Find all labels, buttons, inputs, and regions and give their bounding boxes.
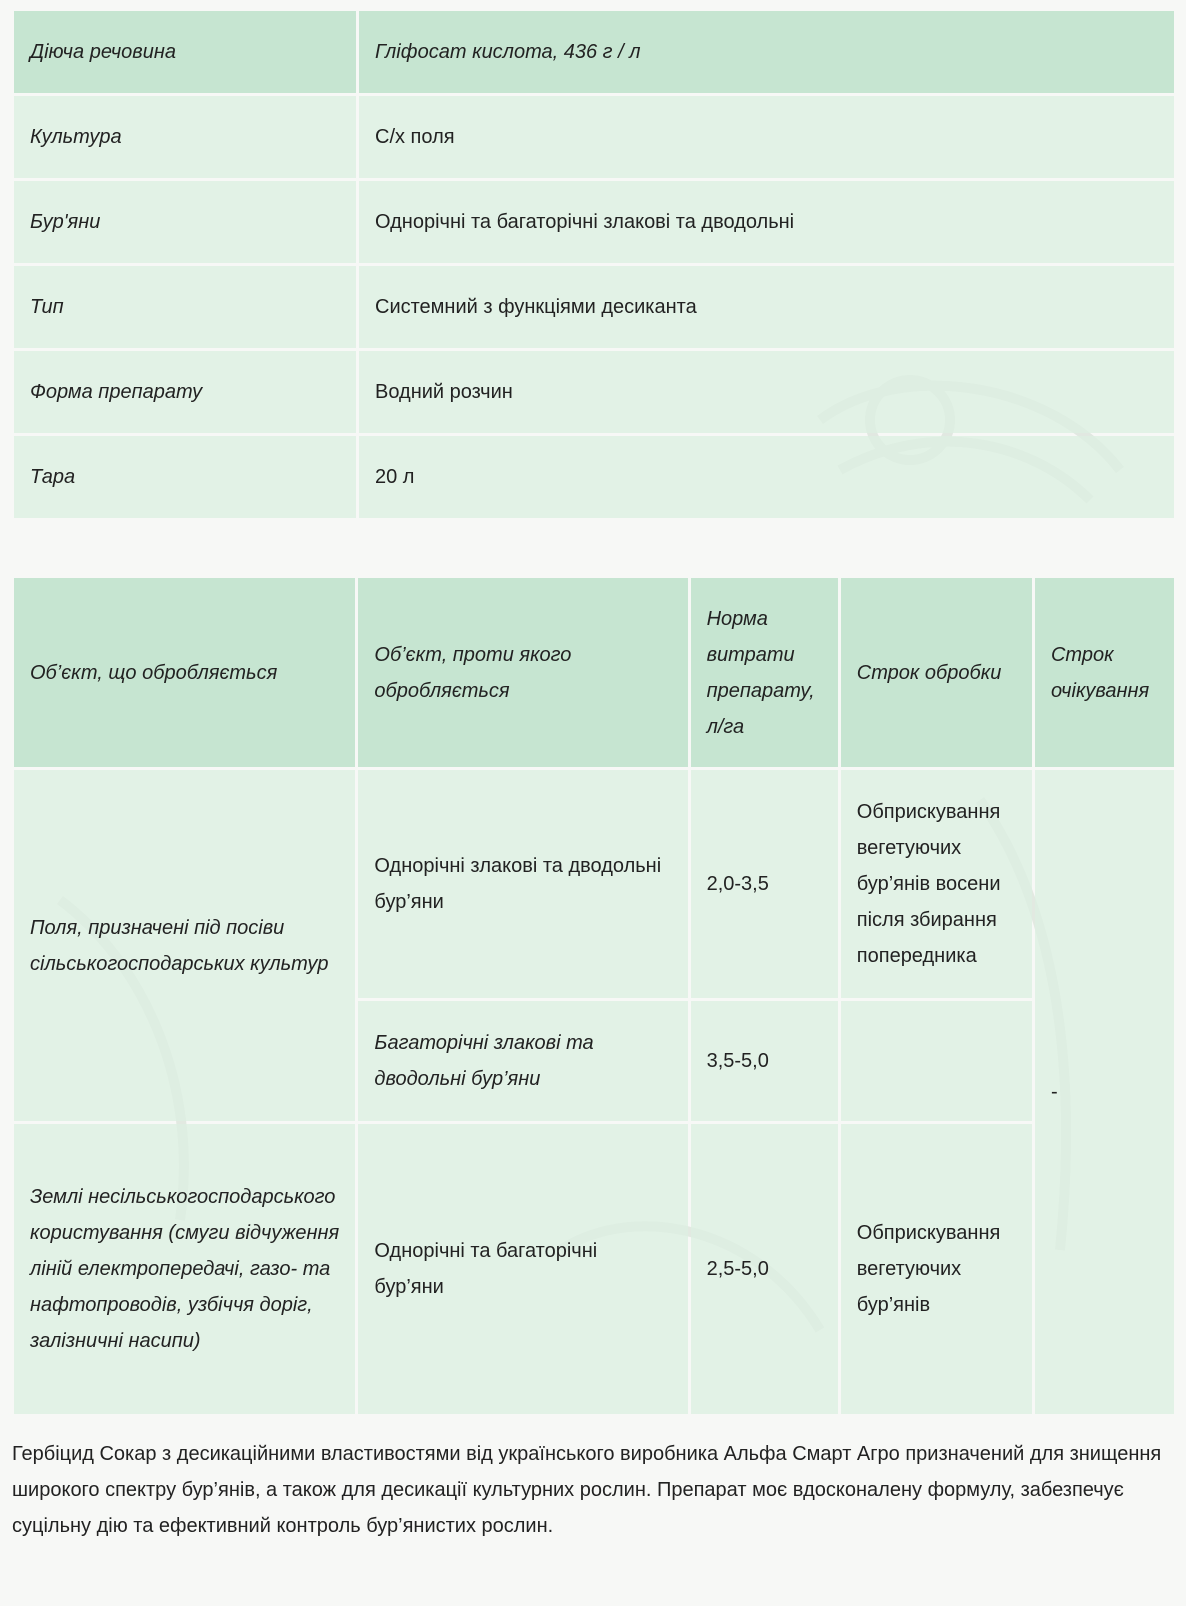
spec-label: Бур'яни <box>14 181 356 263</box>
spec-label: Тип <box>14 266 356 348</box>
object-lands: Землі несільськогосподарського користування (смуги відчуження ліній електропередачі, газо- та нафтопроводів, узбіччя доріг, залізничні насипи) <box>14 1124 355 1414</box>
spec-row-package <box>14 436 1174 518</box>
rate-cell: 2,5-5,0 <box>691 1124 838 1414</box>
spec-value: С/х поля <box>359 96 1174 178</box>
spec-value: Водний розчин <box>359 351 1174 433</box>
spec-row-active-substance <box>14 11 1174 93</box>
spec-row-weeds <box>14 181 1174 263</box>
usage-table <box>11 575 1177 1417</box>
object-fields: Поля, призначені під посіви сільськогосподарських культур <box>14 770 355 1121</box>
spec-value: 20 л <box>359 436 1174 518</box>
target-cell: Однорічні та багаторічні бур’яни <box>358 1124 687 1414</box>
timing-cell: Обприскування вегетуючих бур’янів восени після збирання попередника <box>841 770 1032 998</box>
product-specs-table <box>11 8 1177 521</box>
table-row <box>14 1124 1174 1414</box>
spec-label: Тара <box>14 436 356 518</box>
timing-cell <box>841 1001 1032 1121</box>
header-timing: Строк обробки <box>841 578 1032 767</box>
spec-label: Діюча речовина <box>14 11 356 93</box>
header-target: Об’єкт, проти якого обробляється <box>358 578 687 767</box>
header-object: Об’єкт, що обробляється <box>14 578 355 767</box>
spec-label: Форма препарату <box>14 351 356 433</box>
rate-cell: 3,5-5,0 <box>691 1001 838 1121</box>
header-waiting: Строк очікування <box>1035 578 1174 767</box>
timing-cell: Обприскування вегетуючих бур’янів <box>841 1124 1032 1414</box>
spec-row-crop <box>14 96 1174 178</box>
table-row <box>14 770 1174 998</box>
spec-row-formulation <box>14 351 1174 433</box>
spec-label: Культура <box>14 96 356 178</box>
spec-value: Однорічні та багаторічні злакові та дводольні <box>359 181 1174 263</box>
target-cell: Багаторічні злакові та дводольні бур’яни <box>358 1001 687 1121</box>
target-cell: Однорічні злакові та дводольні бур’яни <box>358 770 687 998</box>
spec-value: Гліфосат кислота, 436 г / л <box>359 11 1174 93</box>
spec-row-type <box>14 266 1174 348</box>
usage-header-row <box>14 578 1174 767</box>
product-description: Гербіцид Сокар з десикаційними властивостями від українського виробника Альфа Смарт Агро призначений для знищення широкого спектру бур’янів, а також для десикації культурних рослин. Препарат моє вдосконалену формулу, забезпечує суцільну дію та ефективний контроль бур’янистих рослин. <box>12 1443 1162 1537</box>
rate-cell: 2,0-3,5 <box>691 770 838 998</box>
spec-value: Системний з функціями десиканта <box>359 266 1174 348</box>
header-rate: Норма витрати препарату, л/га <box>691 578 838 767</box>
waiting-cell: - <box>1035 770 1174 1414</box>
content <box>14 8 1174 1417</box>
